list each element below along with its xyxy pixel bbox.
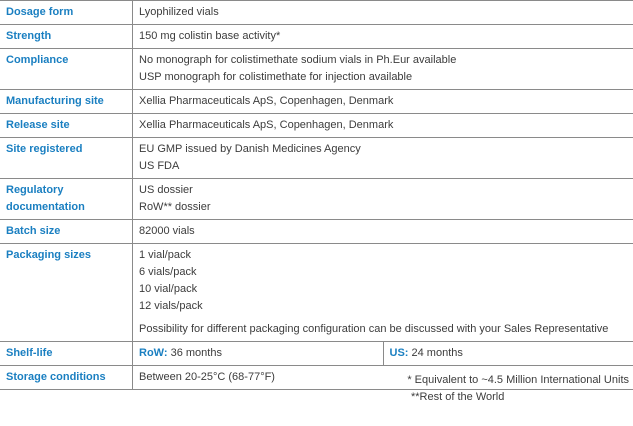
row-label: Strength [0, 25, 133, 49]
table-row-shelf-life [0, 342, 633, 366]
row-value: USP monograph for colistimethate for injection available [139, 71, 413, 83]
row-value: 82000 vials [139, 225, 195, 237]
row-label: Manufacturing site [0, 90, 133, 114]
row-value: RoW** dossier [139, 201, 211, 213]
footnote-rest-of-world: **Rest of the World [411, 391, 505, 403]
row-label: Compliance [0, 49, 133, 90]
row-value: US dossier [139, 184, 193, 196]
row-value: EU GMP issued by Danish Medicines Agency [139, 143, 361, 155]
table-row-regulatory-documentation [0, 179, 633, 220]
shelf-life-row [139, 342, 384, 365]
row-label: Dosage form [0, 1, 133, 25]
footnote-equivalent: * Equivalent to ~4.5 Million International Units [407, 374, 629, 386]
row-value: Xellia Pharmaceuticals ApS, Copenhagen, Denmark [139, 95, 394, 107]
table-row-dosage-form [0, 1, 633, 25]
table-row-compliance [0, 49, 633, 90]
row-shelf-value: 36 months [170, 347, 222, 359]
table-row-packaging-sizes [0, 244, 633, 342]
row-value: No monograph for colistimethate sodium vials in Ph.Eur available [139, 54, 457, 66]
row-tag: RoW: [139, 347, 168, 359]
table-row-site-registered [0, 138, 633, 179]
row-value: US FDA [139, 160, 180, 172]
row-value: Between 20-25°C (68-77°F) [139, 371, 275, 383]
table-row-batch-size [0, 220, 633, 244]
row-value: Lyophilized vials [139, 6, 219, 18]
row-value: 150 mg colistin base activity* [139, 30, 281, 42]
row-label: Regulatory documentation [0, 179, 133, 220]
row-label: Shelf-life [0, 342, 133, 366]
row-value: 1 vial/pack [139, 249, 191, 261]
row-value: 6 vials/pack [139, 266, 197, 278]
us-tag: US: [389, 347, 409, 359]
row-value: Xellia Pharmaceuticals ApS, Copenhagen, Denmark [139, 119, 394, 131]
row-value: 12 vials/pack [139, 300, 203, 312]
us-shelf-value: 24 months [411, 347, 463, 359]
table-row-manufacturing-site [0, 90, 633, 114]
packaging-note: Possibility for different packaging configuration can be discussed with your Sales Representative [139, 323, 609, 335]
shelf-life-us [384, 345, 633, 362]
table-row-release-site [0, 114, 633, 138]
row-label: Batch size [0, 220, 133, 244]
table-row-strength [0, 25, 633, 49]
row-label: Site registered [0, 138, 133, 179]
row-value: 10 vial/pack [139, 283, 198, 295]
row-label: Packaging sizes [0, 244, 133, 342]
row-label: Storage conditions [0, 366, 133, 390]
row-label: Release site [0, 114, 133, 138]
